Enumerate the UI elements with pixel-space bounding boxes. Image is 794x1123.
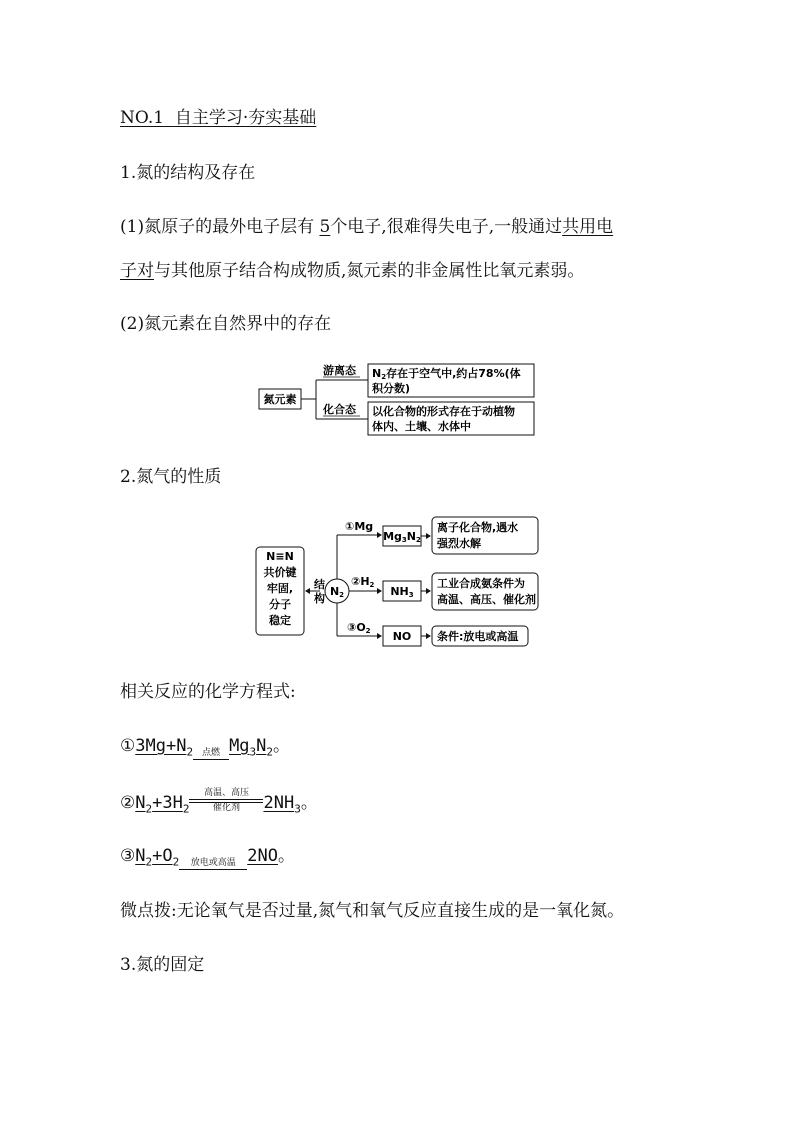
eq3-rhs: 2NO (247, 846, 278, 866)
reaction2-desc-line2: 高温、高压、催化剂 (437, 593, 536, 606)
structure-line3: 牢固, (266, 582, 294, 595)
reaction2-product: NH3 (390, 585, 414, 599)
section-number: NO.1 (120, 108, 165, 128)
reaction3-label: ③O2 (347, 621, 371, 635)
para1-mid: 个电子,很难得失电子,一般通过 (330, 217, 563, 237)
structure-label-1: 结 (314, 578, 325, 591)
tip: 微点拨:无论氧气是否过量,氮气和氧气反应直接生成的是一氧化氮。 (120, 901, 625, 921)
structure-line4: 分子 (269, 598, 291, 611)
equation-3: $③N_2+O_2$ 放电或高温 2NO。 (120, 846, 295, 869)
para1-answer-shared-a: 共用电 (562, 217, 614, 237)
eq2-reversible-arrow: 高温、高压 催化剂 (189, 802, 263, 813)
part3-title: 3.氮的固定 (120, 955, 205, 975)
eq3-condition-arrow: 放电或高温 (179, 858, 247, 870)
structure-line5: 稳定 (269, 614, 291, 627)
reaction1-label: ①Mg (345, 520, 374, 533)
part1-paragraph2: (2)氮元素在自然界中的存在 (120, 314, 332, 334)
para1-answer-shared-b: 子对 (120, 261, 154, 281)
reaction1-desc-line1: 离子化合物,遇水 (437, 521, 519, 534)
para1-answer-electrons: 5 (319, 217, 331, 237)
reaction3-desc: 条件:放电或高温 (437, 630, 519, 643)
equations-title: 相关反应的化学方程式: (120, 682, 296, 702)
structure-line2: 共价键 (263, 566, 297, 579)
part2-title: 2.氮气的性质 (120, 467, 222, 487)
eq3-lhs: $N_2+O_2$ (135, 846, 180, 869)
eq1-number: ① (120, 736, 136, 756)
tree-branch-compound: 化合态 (323, 403, 356, 416)
tree-branch-free: 游离态 (323, 364, 356, 377)
structure-label-2: 构 (314, 592, 325, 605)
eq1-rhs: $Mg_3N_2$ (229, 736, 274, 759)
eq2-rhs: $2NH_3$ (263, 793, 301, 816)
tree-free-desc-line2: 积分数) (372, 382, 411, 395)
tree-compound-desc-line1: 以化合物的形式存在于动植物 (372, 405, 515, 418)
tree-compound-desc-line2: 体内、土壤、水体中 (372, 420, 471, 433)
eq2-lhs: $N_2+3H_2$ (135, 793, 190, 816)
para1-pre: (1)氮原子的最外电子层有 (120, 217, 320, 237)
section-title: 自主学习·夯实基础 (174, 108, 317, 128)
eq3-number: ③ (120, 846, 136, 866)
eq1-lhs: $3Mg+N_2$ (135, 736, 194, 759)
reaction1-desc-line2: 强烈水解 (437, 537, 481, 550)
reaction1-product: Mg3N2 (383, 530, 421, 544)
eq1-condition-arrow: 点燃 (193, 748, 229, 760)
eq2-number: ② (120, 793, 136, 813)
part1-title: 1.氮的结构及存在 (120, 163, 256, 183)
equation-2: $②N_2+3H_2$ 高温、高压 催化剂 $2NH_3$。 (120, 788, 318, 816)
equation-1: $①3Mg+N_2$ 点燃 $Mg_3N_2$。 (120, 736, 291, 759)
n2-label: N2 (329, 585, 345, 599)
reaction2-desc-line1: 工业合成氨条件为 (437, 577, 525, 590)
para1-post: 与其他原子结合构成物质,氮元素的非金属性比氧元素弱。 (154, 261, 585, 281)
tree-free-desc-line1: N2存在于空气中,约占78%(体 (372, 367, 521, 381)
reaction3-product: NO (392, 630, 412, 643)
tree-root-label: 氮元素 (263, 393, 297, 406)
structure-line1: N≡N (266, 550, 294, 563)
reaction2-label: ②H2 (351, 575, 375, 589)
